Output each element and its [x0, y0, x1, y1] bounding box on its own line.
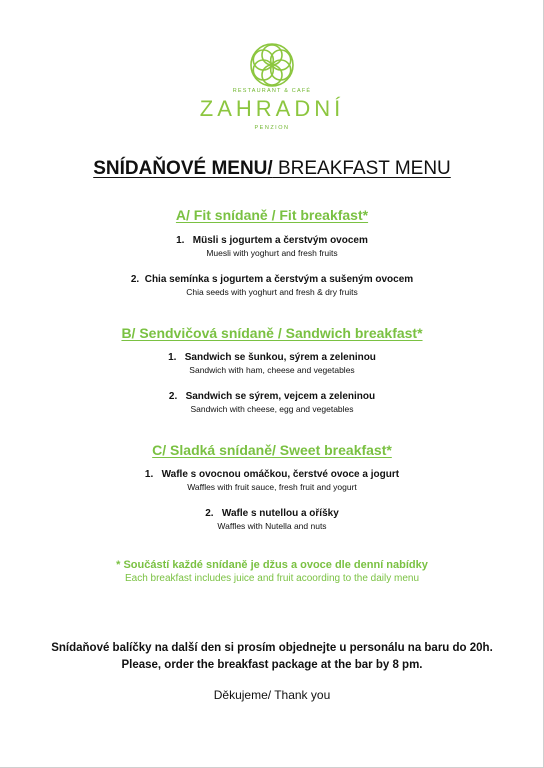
item-czech: 2. Wafle s nutellou a oříšky	[205, 508, 339, 519]
menu-item	[0, 391, 544, 414]
logo-subtitle: PENZION	[254, 125, 290, 131]
section-heading-b: B/ Sendvičová snídaně / Sandwich breakfast*	[121, 325, 423, 341]
order-line-czech: Snídaňové balíčky na další den si prosím objednejte u personálu na baru do 20h.	[51, 642, 493, 654]
included-note	[0, 559, 544, 584]
section-heading-a: A/ Fit snídaně / Fit breakfast*	[175, 207, 369, 223]
logo	[0, 42, 544, 88]
item-czech: 2. Chia semínka s jogurtem a čerstvým a sušeným ovocem	[130, 274, 414, 285]
menu-item	[0, 352, 544, 375]
logo-tagline: RESTAURANT & CAFÉ	[232, 88, 312, 94]
order-instructions	[0, 640, 544, 674]
menu-item	[0, 469, 544, 492]
item-english: Muesli with yoghurt and fresh fruits	[206, 248, 338, 258]
logo-name: ZAHRADNÍ	[199, 96, 345, 121]
item-czech: 1. Sandwich se šunkou, sýrem a zeleninou	[168, 352, 376, 363]
item-czech: 1. Wafle s ovocnou omáčkou, čerstvé ovoce a jogurt	[144, 469, 400, 480]
thank-you: Děkujeme/ Thank you	[213, 688, 331, 702]
note-czech: * Součástí každé snídaně je džus a ovoce dle denní nabídky	[116, 559, 428, 571]
menu-item	[0, 508, 544, 531]
item-english: Sandwich with ham, cheese and vegetables	[189, 365, 355, 375]
item-czech: 1. Müsli s jogurtem a čerstvým ovocem	[176, 235, 368, 246]
flower-logo-icon	[247, 42, 297, 88]
item-czech: 2. Sandwich se sýrem, vejcem a zeleninou	[168, 391, 376, 402]
menu-item	[0, 235, 544, 258]
section-heading-c: C/ Sladká snídaně/ Sweet breakfast*	[152, 442, 392, 458]
note-english: Each breakfast includes juice and fruit acoording to the daily menu	[124, 573, 420, 584]
item-english: Chia seeds with yoghurt and fresh & dry fruits	[186, 287, 358, 297]
title-english: BREAKFAST MENU	[272, 158, 451, 179]
menu-item	[0, 274, 544, 297]
item-english: Waffles with fruit sauce, fresh fruit and yogurt	[187, 482, 357, 492]
order-line-english: Please, order the breakfast package at the bar by 8 pm.	[121, 659, 423, 671]
item-english: Waffles with Nutella and nuts	[217, 521, 327, 531]
page-title	[0, 158, 544, 180]
title-czech: SNÍDAŇOVÉ MENU/	[93, 158, 273, 179]
item-english: Sandwich with cheese, egg and vegetables	[190, 404, 354, 414]
